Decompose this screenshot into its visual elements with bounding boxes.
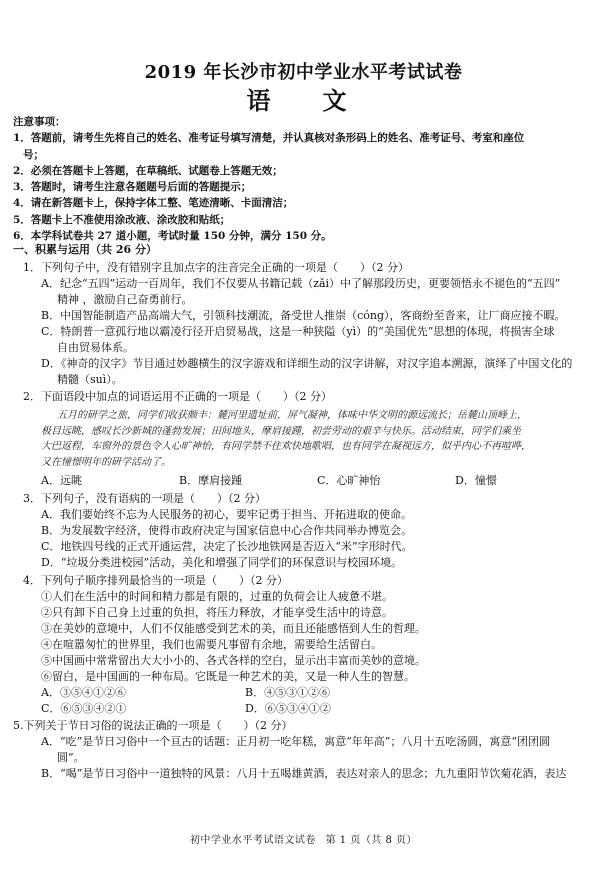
question-5 xyxy=(13,718,598,782)
answer-options xyxy=(13,473,598,489)
answer-options xyxy=(13,701,598,717)
option-d: D．憧憬 xyxy=(455,474,497,488)
option-a: A．我们要始终不忘为人民服务的初心，要牢记勇于担当、开拓进取的使命。 xyxy=(41,508,412,522)
option-c: C．⑥⑤③④②① xyxy=(41,701,127,715)
question-3 xyxy=(13,491,598,571)
passage-line: 又在憧憬明年的研学活动了。 xyxy=(41,456,171,468)
passage-line: 极目远眺，感叹长沙新城的蓬勃发展；田间地头，摩肩接踵，初尝劳动的艰辛与快乐。活动结束，同学们乘坐 xyxy=(41,425,521,437)
exam-content xyxy=(13,242,598,782)
sentence-6: ⑥留白，是中国画的一种布局。它既是一种艺术的美，又是一种人生的智慧。 xyxy=(41,669,415,683)
question-stem: 2．下面语段中加点的词语运用不正确的一项是（ ）（2 分） xyxy=(23,390,332,404)
footer-exam-name: 初中学业水平考试语文试卷 xyxy=(189,835,316,846)
question-stem: 3．下列句子，没有语病的一项是（ ）（2 分） xyxy=(23,492,266,506)
option-line: 自由贸易体系。 xyxy=(57,340,134,354)
option-line: B．中国智能制造产品高端大气，引领科技潮流，备受世人推崇（cóng），客商纷至沓来，让厂商应接不暇。 xyxy=(41,308,566,322)
answer-options xyxy=(13,685,598,701)
sentence-2: ②只有卸下自己身上过重的负担，将压力释放，才能享受生活中的诗意。 xyxy=(41,605,393,619)
option-b: B．④⑤③①②⑥ xyxy=(245,685,331,699)
option-b: B．摩肩接踵 xyxy=(179,474,243,488)
option-c: C．心旷神怡 xyxy=(317,474,381,488)
option-line: A．纪念“五四”运动一百周年，我们不仅要从书籍记载（zǎi）中了解那段历史，更要领悟永不褪色的“五四” xyxy=(41,276,561,290)
section-heading: 一、积累与运用（共 26 分） xyxy=(13,243,157,256)
sentence-1: ①人们在生活中的时间和精力都是有限的，过重的负荷会让人疲惫不堪。 xyxy=(41,589,393,603)
passage-line: 五月的研学之旅，同学们收获颇丰：麓河里遗址前，屏气凝神，体味中华文明的源远流长；岳麓山顶峰上， xyxy=(57,410,527,422)
notice-item: 6．本学科试卷共 27 道小题，考试时量 150 分钟，满分 150 分。 xyxy=(13,229,332,242)
notice-item: 1．答题前，请考生先将自己的姓名、准考证号填写清楚，并认真核对条形码上的姓名、准考证号、考室和座位 xyxy=(13,132,525,145)
option-a: A．③⑤④①②⑥ xyxy=(41,685,126,699)
option-d: D．⑥⑤③④①② xyxy=(245,701,331,715)
sentence-5: ⑤中国画中常常留出大大小小的、各式各样的空白，显示出丰富而美妙的意境。 xyxy=(41,653,426,667)
option-a: A．远眺 xyxy=(41,474,82,488)
reading-passage xyxy=(13,408,598,470)
notice-item: 5．答题卡上不准使用涂改液、涂改胶和贴纸； xyxy=(13,213,231,226)
option-line: 圆”。 xyxy=(57,751,85,765)
option-line: C．特朗普一意孤行地以霸凌行径开启贸易战，这是一种狭隘（yì）的“美国优先”思想的体现，将损害全球 xyxy=(41,324,555,338)
page-footer xyxy=(0,834,607,849)
passage-line: 大巴返程，车窗外的景色令人心旷神怡，有同学禁不住欢快地歌唱，也有同学在凝视远方，似乎内心不再喧哗， xyxy=(41,441,531,453)
sentence-4: ④在喧嚣匆忙的世界里，我们也需要凡事留有余地，需要给生活留白。 xyxy=(41,637,382,651)
sentence-3: ③在美妙的意境中，人们不仅能感受到艺术的美，而且还能感悟到人生的哲理。 xyxy=(41,621,426,635)
option-d: D．“垃圾分类进校园”活动，美化和增强了同学们的环保意识与校园环境。 xyxy=(41,556,403,570)
question-2 xyxy=(13,389,598,489)
notice-item: 4．请在新答题卡上，保持字体工整、笔迹清晰、卡面清洁； xyxy=(13,197,294,210)
exam-title: 2019 年长沙市初中学业水平考试试卷 xyxy=(144,62,463,83)
question-stem: 4．下列句子顺序排列最恰当的一项是（ ）（2 分） xyxy=(23,574,288,587)
option-line: A．“吃”是节日习俗中一个亘古的话题：正月初一吃年糕，寓意“年年高”；八月十五吃汤圆，寓意“团团圆 xyxy=(41,735,551,749)
option-line: D．《神奇的汉字》节目通过妙趣横生的汉字游戏和详细生动的汉字讲解，对汉字追本溯源，演绎了中国文化的 xyxy=(41,356,573,370)
option-line: 精神 ，激励自己奋勇前行。 xyxy=(57,292,193,306)
option-c: C．地铁四号线的正式开通运营，决定了长沙地铁网是否迈入“米”字形时代。 xyxy=(41,540,413,554)
question-stem: 5.下列关于节日习俗的说法正确的一项是（ ）（2 分） xyxy=(13,719,293,733)
notice-item: 号； xyxy=(23,148,44,161)
option-line: 精髓（suì）。 xyxy=(57,372,123,386)
option-b: B．为发展数字经济，使得市政府决定与国家信息中心合作共同举办博览会。 xyxy=(41,524,413,538)
notice-item: 2．必须在答题卡上答题，在草稿纸、试题卷上答题无效； xyxy=(13,164,283,177)
notice-item: 3．答题时，请考生注意各题题号后面的答题提示； xyxy=(13,181,252,194)
footer-page-number: 第 1 页（共 8 页） xyxy=(325,835,418,846)
question-stem: 1．下列句子中，没有错别字且加点字的注音完全正确的一项是（ ）（2 分） xyxy=(23,260,409,274)
option-line: B．“喝”是节日习俗中一道独特的风景：八月十五喝雄黄酒，表达对亲人的思念；九九重阳节饮菊花酒，表达 xyxy=(41,767,567,781)
subject-title: 语 文 xyxy=(246,86,361,115)
question-4 xyxy=(13,573,598,716)
notice-block xyxy=(13,114,598,244)
notice-heading: 注意事项： xyxy=(13,116,66,128)
question-1 xyxy=(13,260,598,388)
